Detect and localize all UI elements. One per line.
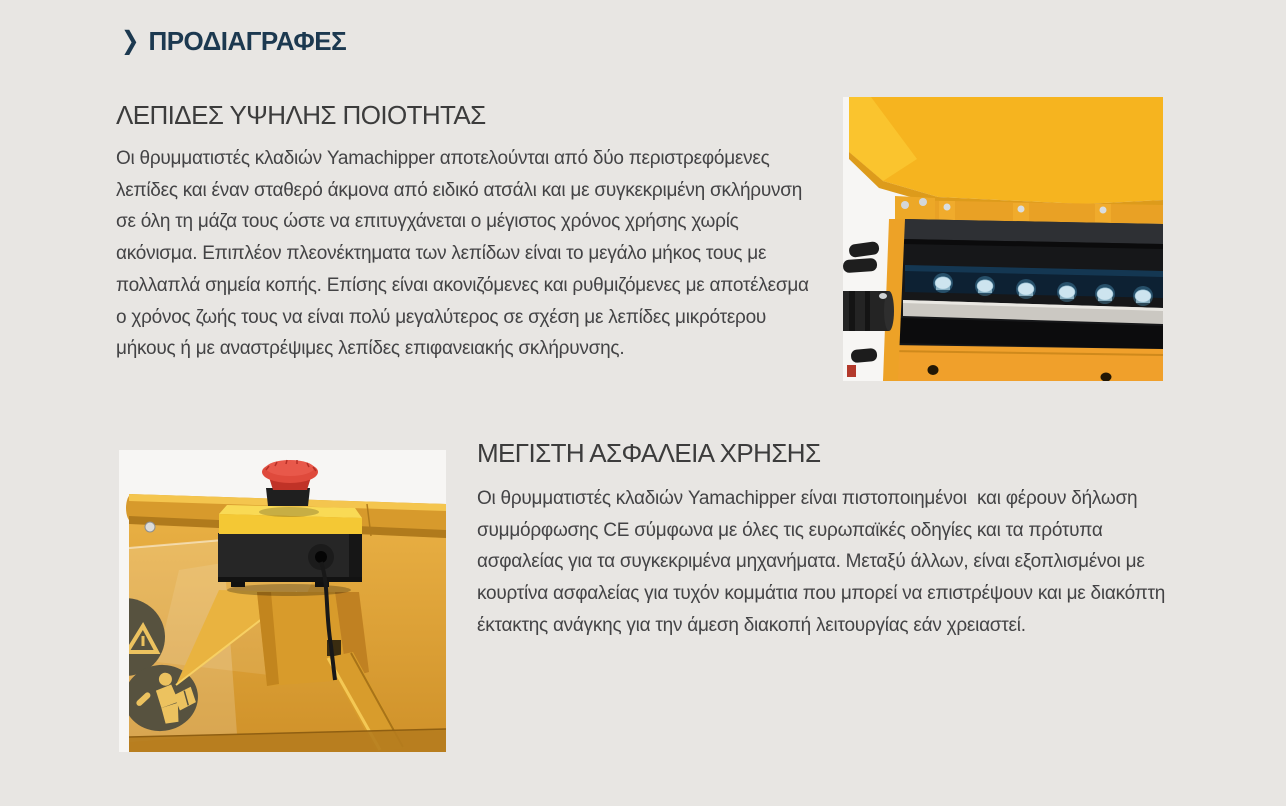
section-heading-blades: ΛΕΠΙΔΕΣ ΥΨΗΛΗΣ ΠΟΙΟΤΗΤΑΣ (116, 100, 486, 130)
chipper-blades-photo (843, 97, 1163, 381)
page-title: ΠΡΟΔΙΑΓΡΑΦΕΣ (148, 26, 347, 56)
specifications-header (121, 27, 346, 56)
chipper-blades-illustration (843, 97, 1163, 381)
section-heading-safety: ΜΕΓΙΣΤΗ ΑΣΦΑΛΕΙΑ ΧΡΗΣΗΣ (477, 438, 821, 468)
section-body-safety: Οι θρυμματιστές κλαδιών Yamachipper είναι πιστοποιημένοι και φέρουν δήλωση συμμόρφωσης CE σύμφωνα με όλες τις ευρωπαϊκές οδηγίες και τα πρότυπα ασφαλείας για τα συγκεκριμένα μηχανήματα. Μεταξύ άλλων, είναι εξοπλισμένοι με κουρτίνα ασφαλείας για τυχόν κομμάτια που μπορεί να επιστρέψουν και με διακόπτη έκτακτης ανάγκης για την άμεση διακοπή λειτουργίας εάν χρειαστεί. (477, 488, 1171, 636)
chevron-right-icon: ❯ (121, 26, 140, 56)
emergency-stop-photo (119, 450, 446, 752)
emergency-stop-illustration (119, 450, 446, 752)
section-body-blades: Οι θρυμματιστές κλαδιών Yamachipper αποτελούνται από δύο περιστρεφόμενες λεπίδες και έναν σταθερό άκμονα από ειδικό ατσάλι και με συγκεκριμένη σκλήρυνση σε όλη τη μάζα τους ώστε να επιτυγχάνεται ο μέγιστος χρόνος χρήσης χωρίς ακόνισμα. Επιπλέον πλεονέκτηματα των λεπίδων είναι το μεγάλο μήκος τους με πολλαπλά σημεία κοπής. Επίσης είναι ακονιζόμενες και ρυθμιζόμενες με αποτέλεσμα ο χρόνος ζωής τους να είναι πολύ μεγαλύτερος σε σχέση με λεπίδες μικρότερου μήκους ή με αναστρέψιμες λεπίδες επιφανειακής σκλήρυνσης. (116, 148, 814, 360)
